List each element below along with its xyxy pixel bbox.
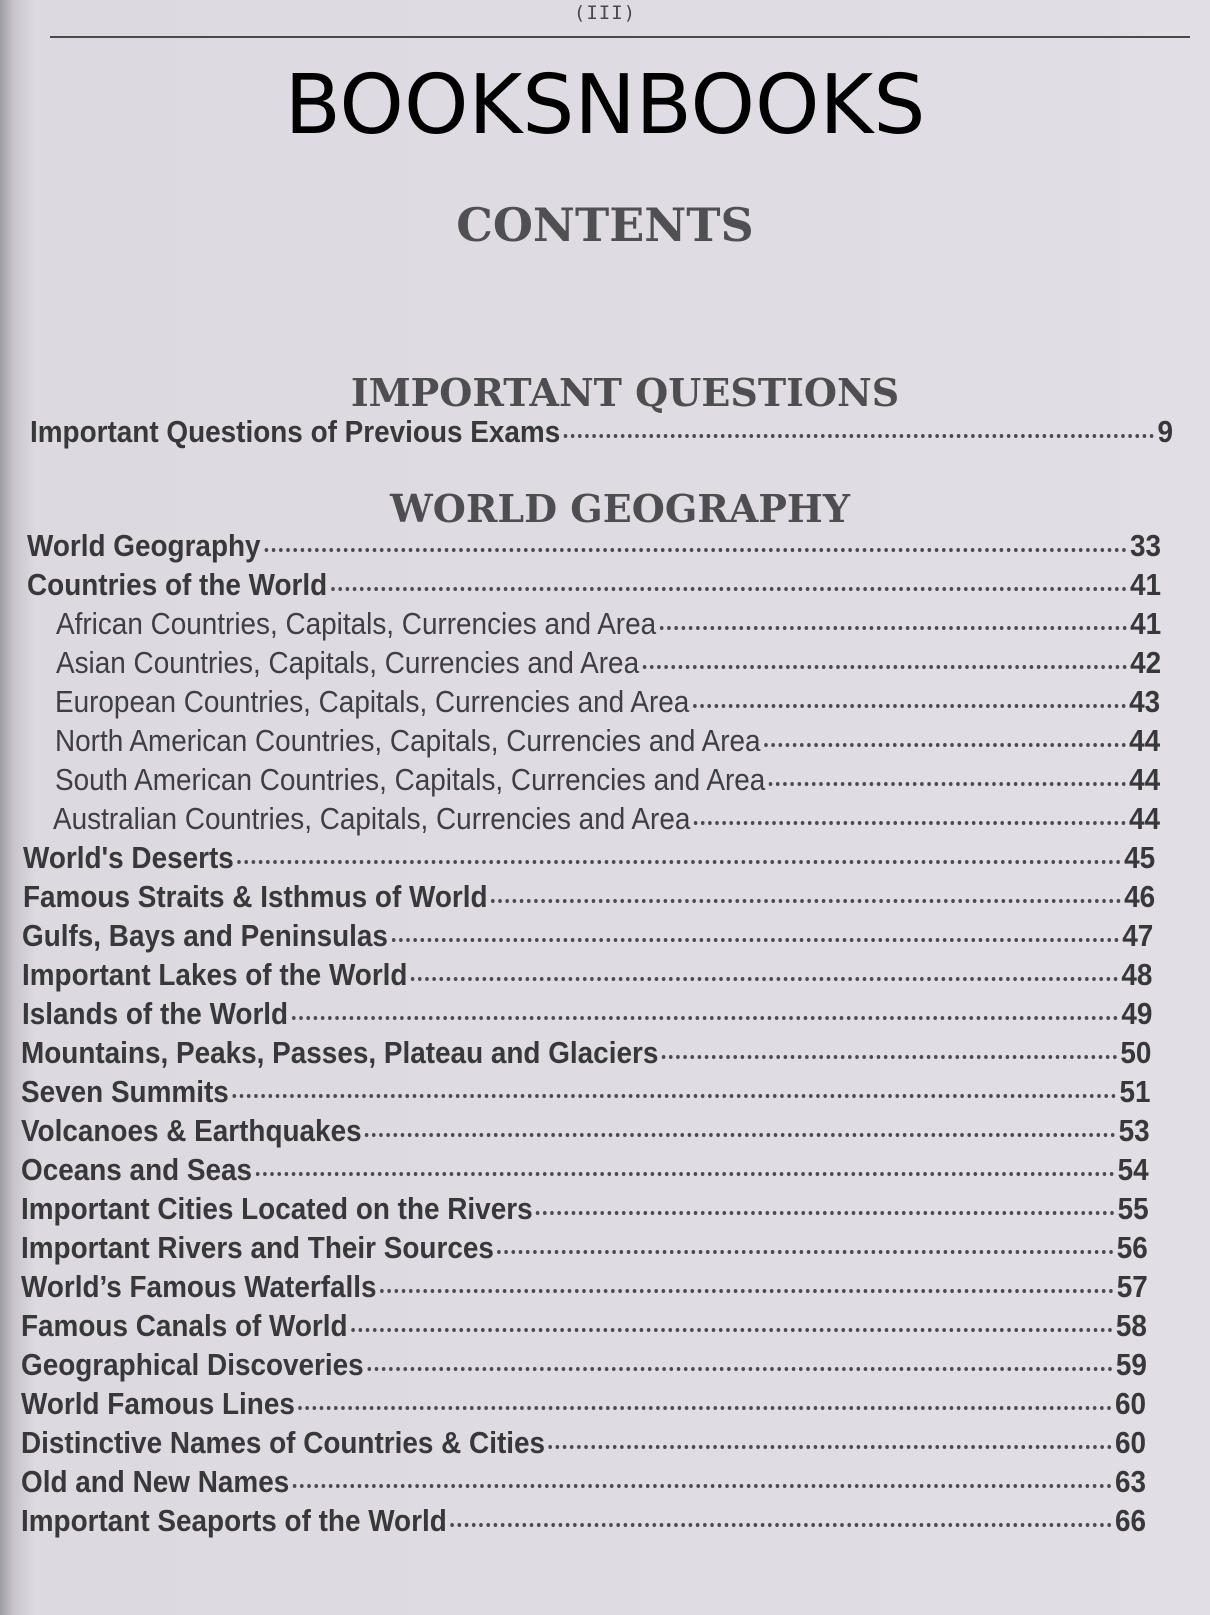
toc-entry-page: 43 bbox=[1129, 684, 1161, 719]
toc-entry bbox=[21, 1152, 1149, 1190]
toc-subentry bbox=[55, 723, 1160, 761]
toc-entry bbox=[21, 1035, 1151, 1073]
toc-entry-page: 46 bbox=[1124, 879, 1156, 914]
watermark-text: BOOKSNBOOKS bbox=[284, 58, 926, 153]
toc-entry bbox=[21, 1386, 1146, 1424]
toc-entry bbox=[21, 1113, 1150, 1151]
dot-leader bbox=[662, 1055, 1117, 1059]
toc-entry-title: Important Questions of Previous Exams bbox=[30, 414, 561, 449]
dot-leader bbox=[367, 1367, 1112, 1371]
page-number: (III) bbox=[573, 2, 637, 24]
dot-leader bbox=[264, 548, 1126, 552]
toc-entry-title: Important Lakes of the World bbox=[22, 957, 408, 992]
toc-entry-page: 41 bbox=[1129, 567, 1161, 602]
toc-entry-title: World Geography bbox=[27, 528, 261, 563]
toc-entry-title: World's Deserts bbox=[23, 840, 234, 875]
toc-entry-page: 60 bbox=[1114, 1386, 1146, 1421]
toc-subentry bbox=[55, 684, 1160, 722]
toc-entry-page: 60 bbox=[1114, 1425, 1146, 1460]
toc-entry-title: World’s Famous Waterfalls bbox=[21, 1269, 377, 1304]
toc-entry bbox=[21, 1464, 1146, 1502]
toc-entry bbox=[27, 528, 1161, 566]
dot-leader bbox=[450, 1523, 1111, 1527]
toc-entry-page: 54 bbox=[1117, 1152, 1149, 1187]
toc-entry bbox=[21, 1230, 1148, 1268]
dot-leader bbox=[491, 899, 1120, 903]
header-rule bbox=[50, 36, 1190, 38]
dot-leader bbox=[643, 665, 1127, 669]
toc-entry-title: Geographical Discoveries bbox=[21, 1347, 364, 1382]
toc-entry bbox=[22, 996, 1152, 1034]
toc-entry-page: 53 bbox=[1118, 1113, 1150, 1148]
dot-leader bbox=[256, 1172, 1114, 1176]
dot-leader bbox=[764, 743, 1125, 747]
toc-entry-page: 33 bbox=[1129, 528, 1161, 563]
toc-entry-title: European Countries, Capitals, Currencies and Area bbox=[55, 684, 690, 719]
toc-subentry bbox=[55, 762, 1160, 800]
toc-entry bbox=[21, 1503, 1146, 1541]
toc-entry-page: 49 bbox=[1121, 996, 1153, 1031]
toc-entry-page: 63 bbox=[1114, 1464, 1146, 1499]
toc-entry-page: 56 bbox=[1116, 1230, 1148, 1265]
toc-entry-title: World Famous Lines bbox=[21, 1386, 295, 1421]
toc-entry bbox=[21, 1074, 1151, 1112]
toc-entry-title: Asian Countries, Capitals, Currencies and Area bbox=[56, 645, 640, 680]
dot-leader bbox=[298, 1406, 1111, 1410]
toc-entry-title: North American Countries, Capitals, Currencies and Area bbox=[55, 723, 761, 758]
toc-entry-page: 59 bbox=[1115, 1347, 1147, 1382]
dot-leader bbox=[380, 1289, 1113, 1293]
toc-entry-page: 44 bbox=[1128, 801, 1160, 836]
toc-entry bbox=[22, 957, 1152, 995]
toc-entry-page: 58 bbox=[1115, 1308, 1147, 1343]
dot-leader bbox=[351, 1328, 1112, 1332]
dot-leader bbox=[293, 1484, 1112, 1488]
toc-entry-page: 50 bbox=[1120, 1035, 1152, 1070]
dot-leader bbox=[549, 1445, 1112, 1449]
toc-entry-page: 47 bbox=[1122, 918, 1154, 953]
dot-leader bbox=[237, 860, 1120, 864]
toc-entry-title: Australian Countries, Capitals, Currencies and Area bbox=[53, 801, 691, 836]
toc-entry bbox=[21, 1425, 1146, 1463]
dot-leader bbox=[392, 938, 1119, 942]
dot-leader bbox=[769, 782, 1126, 786]
toc-subentry bbox=[56, 606, 1161, 644]
toc-entry bbox=[30, 414, 1173, 452]
toc-entry-page: 42 bbox=[1130, 645, 1162, 680]
toc-entry-title: Volcanoes & Earthquakes bbox=[21, 1113, 362, 1148]
toc-entry-page: 44 bbox=[1129, 723, 1161, 758]
dot-leader bbox=[365, 1133, 1115, 1137]
dot-leader bbox=[232, 1094, 1115, 1098]
toc-entry bbox=[21, 1347, 1147, 1385]
toc-entry-title: Famous Canals of World bbox=[21, 1308, 348, 1343]
dot-leader bbox=[536, 1211, 1114, 1215]
toc-entry-title: Countries of the World bbox=[27, 567, 328, 602]
toc-entry-title: Important Seaports of the World bbox=[21, 1503, 447, 1538]
toc-entry bbox=[23, 879, 1155, 917]
toc-entry-title: Important Rivers and Their Sources bbox=[21, 1230, 494, 1265]
toc-entry-title: Important Cities Located on the Rivers bbox=[21, 1191, 533, 1226]
dot-leader bbox=[331, 587, 1127, 591]
toc-entry-page: 9 bbox=[1157, 414, 1173, 449]
section-heading: IMPORTANT QUESTIONS bbox=[350, 370, 900, 415]
toc-entry-page: 45 bbox=[1124, 840, 1156, 875]
toc-entry-page: 48 bbox=[1121, 957, 1153, 992]
toc-subentry bbox=[56, 645, 1161, 683]
dot-leader bbox=[411, 977, 1118, 981]
dot-leader bbox=[497, 1250, 1113, 1254]
toc-entry-title: Oceans and Seas bbox=[21, 1152, 253, 1187]
dot-leader bbox=[660, 626, 1127, 630]
toc-entry-page: 44 bbox=[1129, 762, 1161, 797]
toc-entry-page: 57 bbox=[1116, 1269, 1148, 1304]
toc-entry-title: Gulfs, Bays and Peninsulas bbox=[22, 918, 388, 953]
dot-leader bbox=[693, 704, 1126, 708]
toc-entry-title: South American Countries, Capitals, Currencies and Area bbox=[55, 762, 766, 797]
toc-entry bbox=[27, 567, 1161, 605]
toc-entry-page: 55 bbox=[1117, 1191, 1149, 1226]
toc-entry bbox=[23, 840, 1155, 878]
toc-entry-page: 41 bbox=[1130, 606, 1162, 641]
dot-leader bbox=[694, 821, 1125, 825]
toc-entry bbox=[21, 1269, 1148, 1307]
dot-leader bbox=[292, 1016, 1118, 1020]
toc-entry-title: Islands of the World bbox=[22, 996, 289, 1031]
toc-entry-title: Mountains, Peaks, Passes, Plateau and Glaciers bbox=[21, 1035, 659, 1070]
toc-subentry bbox=[53, 801, 1160, 839]
toc-entry-title: Distinctive Names of Countries & Cities bbox=[21, 1425, 546, 1460]
toc-entry-page: 51 bbox=[1119, 1074, 1151, 1109]
toc-entry bbox=[21, 1308, 1147, 1346]
toc-entry-title: Famous Straits & Isthmus of World bbox=[23, 879, 488, 914]
toc-entry bbox=[21, 1191, 1149, 1229]
toc-entry-page: 66 bbox=[1114, 1503, 1146, 1538]
toc-entry-title: African Countries, Capitals, Currencies and Area bbox=[56, 606, 657, 641]
toc-entry bbox=[22, 918, 1153, 956]
contents-heading: CONTENTS bbox=[456, 198, 754, 252]
toc-entry-title: Old and New Names bbox=[21, 1464, 290, 1499]
dot-leader bbox=[564, 434, 1154, 438]
toc-entry-title: Seven Summits bbox=[21, 1074, 229, 1109]
section-heading: WORLD GEOGRAPHY bbox=[390, 486, 850, 531]
